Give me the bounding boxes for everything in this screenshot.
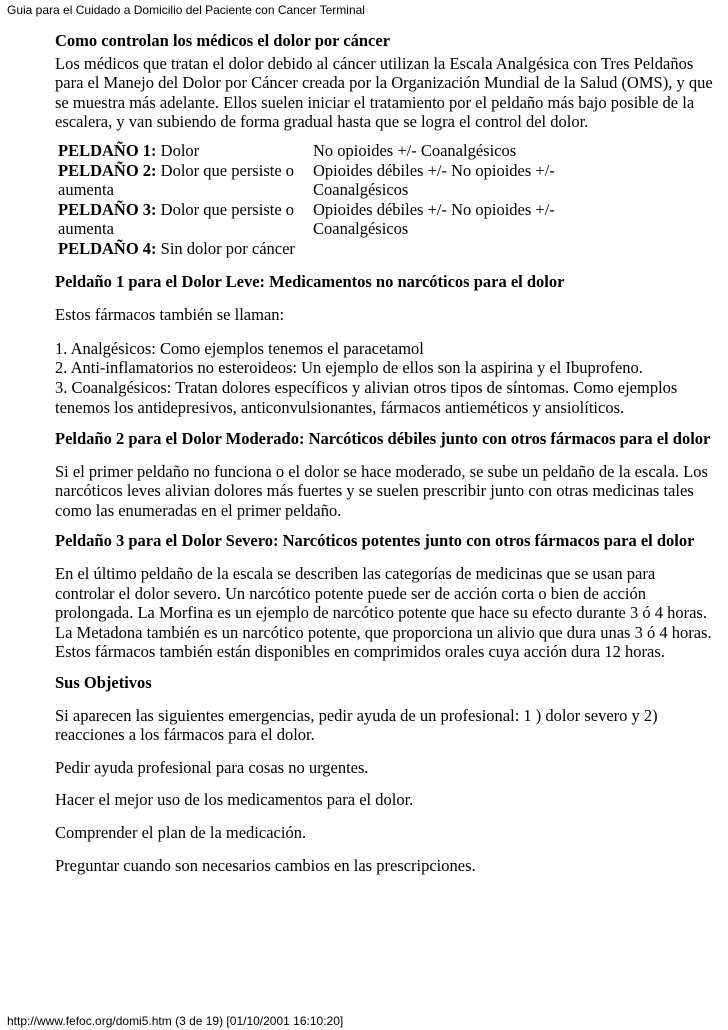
objective-paragraph: Preguntar cuando son necesarios cambios en las prescripciones. — [55, 855, 476, 875]
step-description: Dolor que persiste o aumenta — [58, 199, 295, 239]
objective-paragraph: Comprender el plan de la medicación. — [55, 823, 307, 842]
table-row — [58, 141, 571, 161]
page-footer-url: http://www.fefoc.org/domi5.htm (3 de 19) [01/10/2001 16:10:20] — [7, 1014, 344, 1028]
step-label: PELDAÑO 3: — [58, 199, 157, 219]
table-row — [58, 161, 571, 200]
paragraph-step-3: En el último peldaño de la escala se describen las categorías de medicinas que se usan para controlar el dolor severo. Un narcótico potente puede ser de acción corta o bien de acción prolongada. La Morfina es un ejemplo de narcótico potente que hace su efecto durante 3 ó 4 horas. La Metadona también es un narcótico potente, que proporciona un alivio que dura unas 3 ó 4 horas. Estos fármacos también están disponibles en comprimidos orales cuya acción dura 12 horas. — [55, 564, 712, 662]
step-description: Dolor — [156, 140, 200, 160]
paragraph-pain-ladder-intro: Los médicos que tratan el dolor debido al cáncer utilizan la Escala Analgésica con Tres Peldaños para el Manejo del Dolor por Cáncer creada por la Organización Mundial de la Salud (OMS), y que se muestra más adelante. Ellos suelen iniciar el tratamiento por el peldaño más bajo posible de la escalera, y van subiendo de forma gradual hasta que se logra el control del dolor. — [55, 53, 713, 132]
list-item: 1. Analgésicos: Como ejemplos tenemos el paracetamol — [55, 338, 424, 358]
step-treatment — [313, 239, 571, 259]
objective-paragraph: Pedir ayuda profesional para cosas no urgentes. — [55, 757, 369, 777]
step-treatment: Opioides débiles +/- No opioides +/- Coanalgésicos — [313, 160, 555, 200]
pain-ladder-table — [58, 141, 571, 259]
table-row — [58, 200, 571, 239]
objective-paragraph: Hacer el mejor uso de los medicamentos para el dolor. — [55, 790, 414, 810]
section-heading-step-3: Peldaño 3 para el Dolor Severo: Narcóticos potentes junto con otros fármacos para el dolor — [55, 531, 695, 551]
section-heading-pain-control: Como controlan los médicos el dolor por cáncer — [55, 31, 391, 50]
objective-paragraph: Si aparecen las siguientes emergencias, pedir ayuda de un profesional: 1 ) dolor severo y 2) reacciones a los fármacos para el dolor. — [55, 705, 658, 745]
paragraph-step-1-intro: Estos fármacos también se llaman: — [55, 305, 285, 325]
step-treatment: No opioides +/- Coanalgésicos — [313, 140, 517, 160]
paragraph-step-2: Si el primer peldaño no funciona o el dolor se hace moderado, se sube un peldaño de la escala. Los narcóticos leves alivian dolores más fuertes y se suelen prescribir junto con otras medicinas tales como las enumeradas en el primer peldaño. — [55, 461, 708, 520]
table-row — [58, 239, 571, 259]
section-heading-step-2: Peldaño 2 para el Dolor Moderado: Narcóticos débiles junto con otros fármacos para el dolor — [55, 429, 711, 449]
list-item: 2. Anti-inflamatorios no esteroideos: Un ejemplo de ellos son la aspirina y el Ibuprofeno. — [55, 358, 643, 378]
page-header-title: Guia para el Cuidado a Domicilio del Paciente con Cancer Terminal — [7, 3, 365, 17]
section-heading-step-1: Peldaño 1 para el Dolor Leve: Medicamentos no narcóticos para el dolor — [55, 271, 565, 291]
step-description: Dolor que persiste o aumenta — [58, 160, 295, 200]
section-heading-objectives: Sus Objetivos — [55, 673, 152, 693]
list-item: 3. Coanalgésicos: Tratan dolores específicos y alivian otros tipos de síntomas. Como ejemplos tenemos los antidepresivos, anticonvulsionantes, fármacos antieméticos y ansiolíticos. — [55, 377, 678, 417]
step-label: PELDAÑO 2: — [58, 160, 157, 180]
step-label: PELDAÑO 1: — [58, 140, 157, 160]
step-treatment: Opioides débiles +/- No opioides +/- Coanalgésicos — [313, 199, 555, 239]
step-label: PELDAÑO 4: — [58, 238, 157, 258]
document-content — [55, 31, 715, 875]
step-description: Sin dolor por cáncer — [156, 238, 295, 258]
